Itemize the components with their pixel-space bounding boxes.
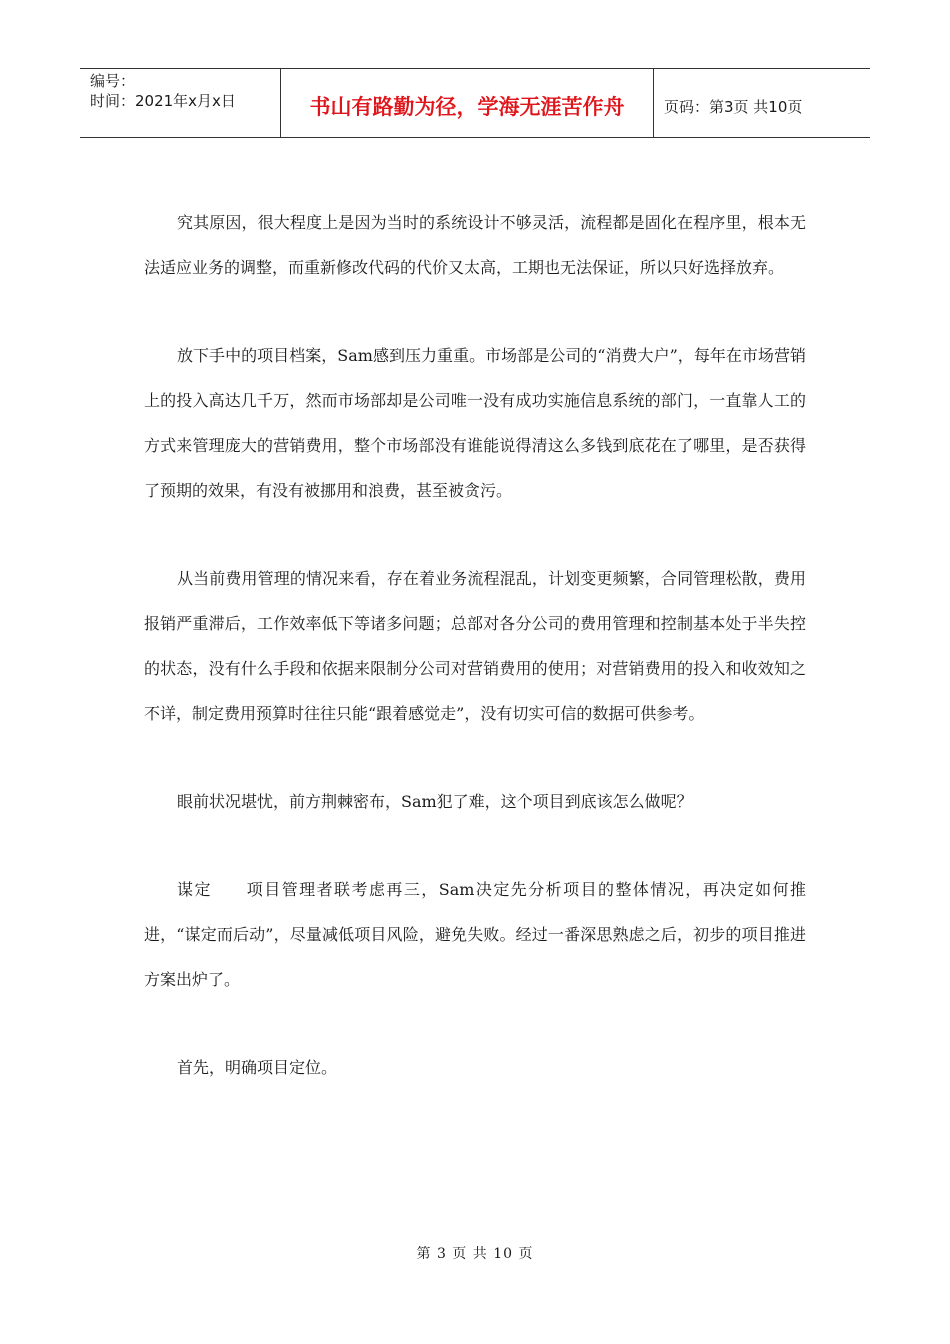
paragraph: 谋定 项目管理者联考虑再三，Sam决定先分析项目的整体情况，再决定如何推进，“谋定而后动”，尽量减低项目风险，避免失败。经过一番深思熟虑之后，初步的项目推进方案出炉了。 [144, 880, 806, 989]
paragraph: 眼前状况堪忧，前方荆棘密布，Sam犯了难，这个项目到底该怎么做呢？ [177, 792, 693, 811]
page-header [80, 68, 870, 138]
header-meta [80, 69, 281, 137]
paragraph: 从当前费用管理的情况来看，存在着业务流程混乱，计划变更频繁，合同管理松散，费用报销严重滞后，工作效率低下等诸多问题；总部对各分公司的费用管理和控制基本处于半失控的状态，没有什么手段和依据来限制分公司对营销费用的使用；对营销费用的投入和收效知之不详，制定费用预算时往往只能“跟着感觉走”，没有切实可信的数据可供参考。 [144, 569, 806, 723]
document-body [144, 200, 806, 1133]
paragraph: 究其原因，很大程度上是因为当时的系统设计不够灵活，流程都是固化在程序里，根本无法适应业务的调整，而重新修改代码的代价又太高，工期也无法保证，所以只好选择放弃。 [144, 213, 806, 277]
page-footer: 第 3 页 共 10 页 [416, 1246, 534, 1262]
paragraph: 放下手中的项目档案，Sam感到压力重重。市场部是公司的“消费大户”，每年在市场营销上的投入高达几千万，然而市场部却是公司唯一没有成功实施信息系统的部门，一直靠人工的方式来管理庞大的营销费用，整个市场部没有谁能说得清这么多钱到底花在了哪里，是否获得了预期的效果，有没有被挪用和浪费，甚至被贪污。 [144, 346, 806, 500]
paragraph: 首先，明确项目定位。 [177, 1058, 338, 1077]
header-motto: 书山有路勤为径，学海无涯苦作舟 [281, 69, 654, 137]
header-page-number: 页码：第3页 共10页 [664, 97, 803, 116]
document-date: 时间：2021年x月x日 [90, 92, 236, 110]
document-number-label: 编号： [90, 72, 136, 90]
